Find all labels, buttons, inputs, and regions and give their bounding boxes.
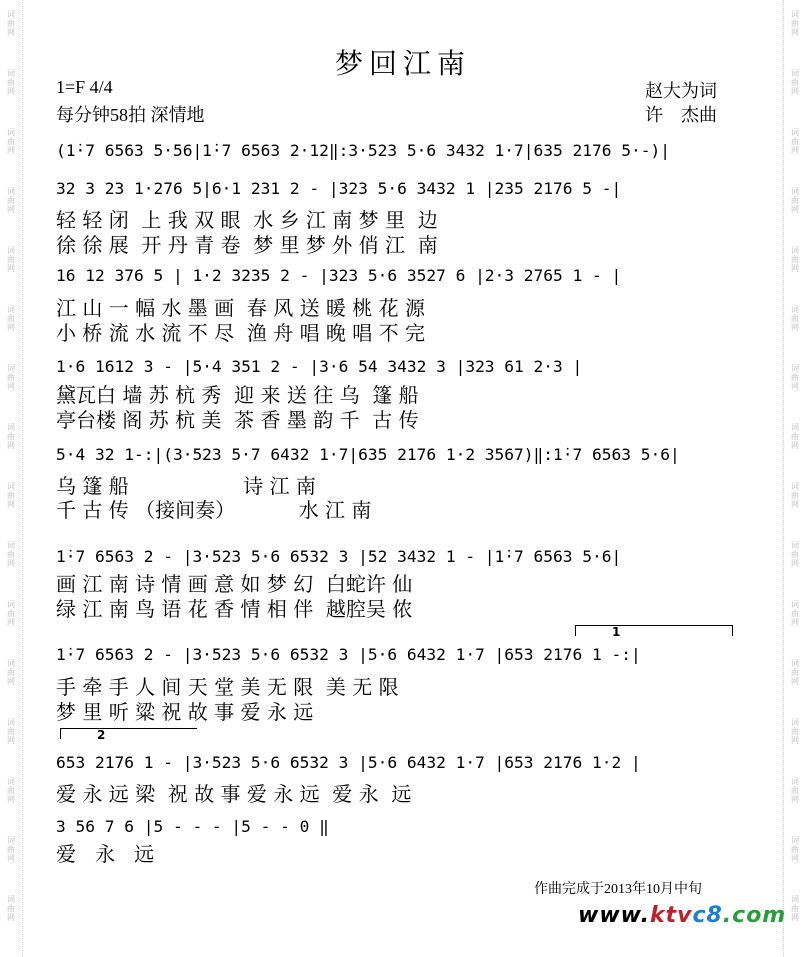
site-logo-segment: www. xyxy=(578,903,650,928)
lyric-verse-2: 梦 里 听 粱 祝 故 事 爱 永 远 xyxy=(56,700,314,724)
lyric-verse-1: 轻 轻 闭 上 我 双 眼 水 乡 江 南 梦 里 边 xyxy=(56,208,438,232)
watermark-text: 词 曲 网 xyxy=(7,305,15,332)
watermark-text: 词 曲 网 xyxy=(7,541,15,568)
composer-credit: 许 杰曲 xyxy=(645,105,717,125)
watermark-text: 词 曲 网 xyxy=(7,246,15,273)
site-logo-segment: .com xyxy=(722,903,787,928)
lyric-verse-1: 爱 永 远 xyxy=(56,842,155,866)
lyric-verse-2: 徐 徐 展 开 丹 青 卷 梦 里 梦 外 俏 江 南 xyxy=(56,233,438,257)
lyric-verse-1: 画 江 南 诗 情 画 意 如 梦 幻 白蛇许 仙 xyxy=(56,572,413,596)
score-notes-row: (1̇·7 6563 5·56|1̇·7 6563 2·12‖:3·523 5·6 3432 1·7|635 2176 5·-)| xyxy=(56,141,670,160)
right-watermark-strip xyxy=(783,0,806,957)
key-time-signature: 1=F 4/4 xyxy=(56,77,113,97)
lyric-verse-2: 亭台楼 阁 苏 杭 美 茶 香 墨 韵 千 古 传 xyxy=(56,408,419,432)
score-notes-row: 5·4 32 1-:|(3·523 5·7 6432 1·7|635 2176 1·2 3567)‖:1̇·7 6563 5·6| xyxy=(56,445,680,464)
watermark-text: 词 曲 网 xyxy=(7,10,15,37)
watermark-text: 词 曲 网 xyxy=(791,187,799,214)
watermark-text: 词 曲 网 xyxy=(7,777,15,804)
score-notes-row: 1̇·7 6563 2 - |3·523 5·6 6532 3 |5·6 6432 1·7 |653 2176 1 -:| xyxy=(56,645,641,664)
watermark-text: 词 曲 网 xyxy=(7,600,15,627)
watermark-text: 词 曲 网 xyxy=(7,128,15,155)
watermark-text: 词 曲 网 xyxy=(7,482,15,509)
watermark-text: 词 曲 网 xyxy=(7,423,15,450)
watermark-text: 词 曲 网 xyxy=(791,246,799,273)
lyric-verse-2: 千 古 传 （接间奏） 水 江 南 xyxy=(56,498,372,522)
tempo-marking: 每分钟58拍 深情地 xyxy=(56,105,205,125)
watermark-text: 词 曲 网 xyxy=(791,600,799,627)
watermark-text: 词 曲 网 xyxy=(791,718,799,745)
watermark-text: 词 曲 网 xyxy=(791,541,799,568)
watermark-text: 词 曲 网 xyxy=(7,364,15,391)
score-notes-row: 1·6 1612 3 - |5·4 351 2 - |3·6 54 3432 3 |323 61 2·3 | xyxy=(56,357,583,376)
song-title: 梦回江南 xyxy=(334,47,471,80)
watermark-text: 词 曲 网 xyxy=(7,836,15,863)
volta-bracket-2: 2 xyxy=(60,728,197,739)
lyric-verse-2: 绿 江 南 鸟 语 花 香 情 相 伴 越腔吴 侬 xyxy=(56,597,413,621)
lyric-verse-1: 江 山 一 幅 水 墨 画 春 风 送 暖 桃 花 源 xyxy=(56,296,426,320)
watermark-text: 词 曲 网 xyxy=(791,364,799,391)
score-notes-row: 3 56 7 6 |5 - - - |5 - - 0 ‖ xyxy=(56,817,329,836)
volta-bracket-1: 1 xyxy=(575,625,733,636)
watermark-text: 词 曲 网 xyxy=(791,69,799,96)
watermark-text: 词 曲 网 xyxy=(791,10,799,37)
lyric-verse-1: 乌 篷 船 诗 江 南 xyxy=(56,474,316,498)
watermark-text: 词 曲 网 xyxy=(7,895,15,922)
watermark-text: 词 曲 网 xyxy=(7,187,15,214)
lyric-verse-1: 手 牵 手 人 间 天 堂 美 无 限 美 无 限 xyxy=(56,675,399,699)
watermark-text: 词 曲 网 xyxy=(791,305,799,332)
lyricist-credit: 赵大为词 xyxy=(645,81,717,101)
lyric-verse-2: 小 桥 流 水 流 不 尽 渔 舟 唱 晚 唱 不 完 xyxy=(56,321,426,345)
watermark-text: 词 曲 网 xyxy=(7,69,15,96)
watermark-text: 词 曲 网 xyxy=(7,718,15,745)
watermark-text: 词 曲 网 xyxy=(791,836,799,863)
watermark-text: 词 曲 网 xyxy=(7,659,15,686)
site-logo-segment: c8 xyxy=(692,903,723,928)
watermark-text: 词 曲 网 xyxy=(791,659,799,686)
score-notes-row: 16 12 376 5 | 1·2 3235 2 - |323 5·6 3527 6 |2·3 2765 1 - | xyxy=(56,266,622,285)
composition-date-note: 作曲完成于2013年10月中旬 xyxy=(534,882,702,897)
lyric-verse-1: 爱 永 远 梁 祝 故 事 爱 永 远 爱 永 远 xyxy=(56,782,412,806)
score-notes-row: 32 3 23 1·276 5|6·1 231 2 - |323 5·6 3432 1 |235 2176 5 -| xyxy=(56,179,622,198)
watermark-text: 词 曲 网 xyxy=(791,128,799,155)
watermark-text: 词 曲 网 xyxy=(791,482,799,509)
site-logo[interactable] xyxy=(578,903,786,928)
lyric-verse-1: 黛瓦白 墙 苏 杭 秀 迎 来 送 往 乌 篷 船 xyxy=(56,383,419,407)
site-logo-segment: ktv xyxy=(649,903,693,928)
watermark-text: 词 曲 网 xyxy=(791,423,799,450)
score-notes-row: 653 2176 1 - |3·523 5·6 6532 3 |5·6 6432 1·7 |653 2176 1·2 | xyxy=(56,753,641,772)
watermark-text: 词 曲 网 xyxy=(791,895,799,922)
watermark-text: 词 曲 网 xyxy=(791,777,799,804)
score-notes-row: 1̇·7 6563 2 - |3·523 5·6 6532 3 |52 3432 1 - |1̇·7 6563 5·6| xyxy=(56,547,622,566)
left-watermark-strip xyxy=(0,0,23,957)
